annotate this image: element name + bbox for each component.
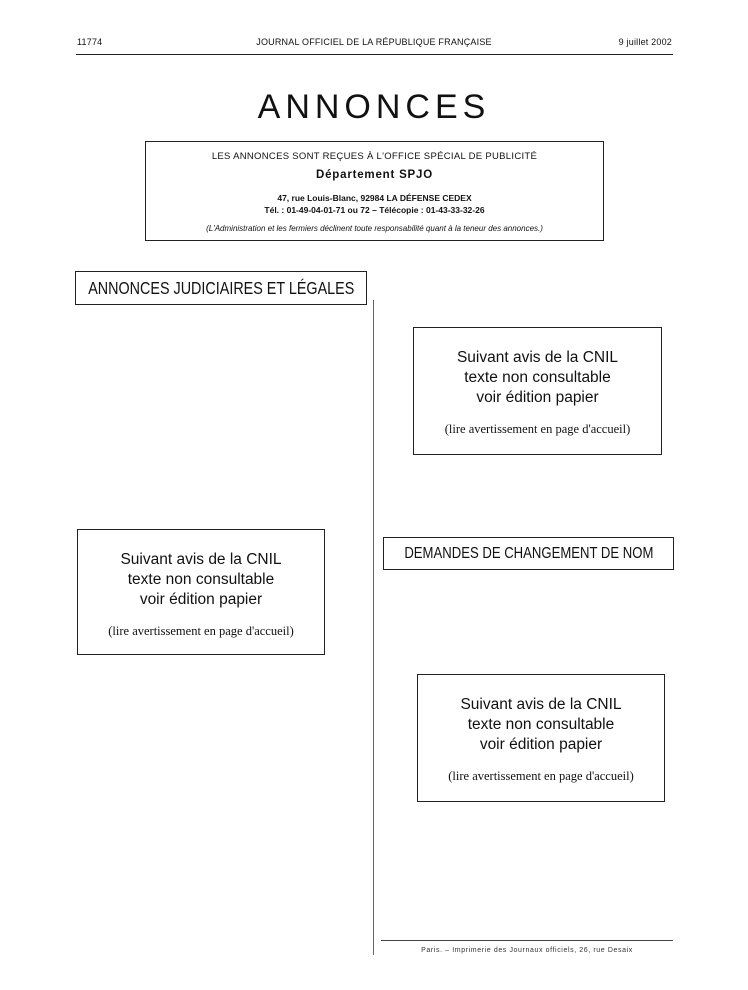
cnil-notice-box <box>413 327 662 455</box>
notice-department: Département SPJO <box>316 169 433 181</box>
cnil-line-1: Suivant avis de la CNIL <box>120 551 282 568</box>
cnil-line-3: voir édition papier <box>479 736 603 753</box>
cnil-notice-box <box>417 674 665 802</box>
cnil-note: (lire avertissement en page d'accueil) <box>444 422 631 436</box>
page-title: ANNONCES <box>257 88 491 126</box>
notice-address: 47, rue Louis-Blanc, 92984 LA DÉFENSE CEDEX <box>277 193 472 203</box>
notice-phone: Tél. : 01-49-04-01-71 ou 72 – Télécopie : 01-43-33-32-26 <box>264 205 485 215</box>
cnil-line-1: Suivant avis de la CNIL <box>460 696 622 713</box>
notice-disclaimer: (L'Administration et les fermiers déclinent toute responsabilité quant à la teneur des annonces.) <box>206 224 543 233</box>
column-divider <box>373 300 374 955</box>
cnil-line-3: voir édition papier <box>476 389 599 406</box>
cnil-note: (lire avertissement en page d'accueil) <box>448 769 634 783</box>
footer-rule <box>381 940 673 941</box>
page-number: 11774 <box>77 37 103 47</box>
cnil-line-1: Suivant avis de la CNIL <box>456 349 619 366</box>
section-header-judicial <box>75 271 367 305</box>
issue-date: 9 juillet 2002 <box>618 37 672 47</box>
printer-credit: Paris. – Imprimerie des Journaux officiels, 26, rue Desaix <box>421 947 633 954</box>
cnil-line-2: texte non consultable <box>464 369 611 386</box>
cnil-note: (lire avertissement en page d'accueil) <box>108 624 294 638</box>
cnil-line-3: voir édition papier <box>139 591 263 608</box>
section-header-name-change <box>383 537 674 570</box>
publicity-notice-box <box>145 141 604 241</box>
header-rule <box>76 54 673 55</box>
cnil-line-2: texte non consultable <box>127 571 275 588</box>
cnil-notice-box <box>77 529 325 655</box>
journal-title: JOURNAL OFFICIEL DE LA RÉPUBLIQUE FRANÇAISE <box>256 37 492 47</box>
notice-intro-text: LES ANNONCES SONT REÇUES À L'OFFICE SPÉCIAL DE PUBLICITÉ <box>211 151 538 162</box>
cnil-line-2: texte non consultable <box>467 716 615 733</box>
section-header-judicial-label: ANNONCES JUDICIAIRES ET LÉGALES <box>87 277 355 298</box>
section-header-name-change-label: DEMANDES DE CHANGEMENT DE NOM <box>403 544 654 562</box>
